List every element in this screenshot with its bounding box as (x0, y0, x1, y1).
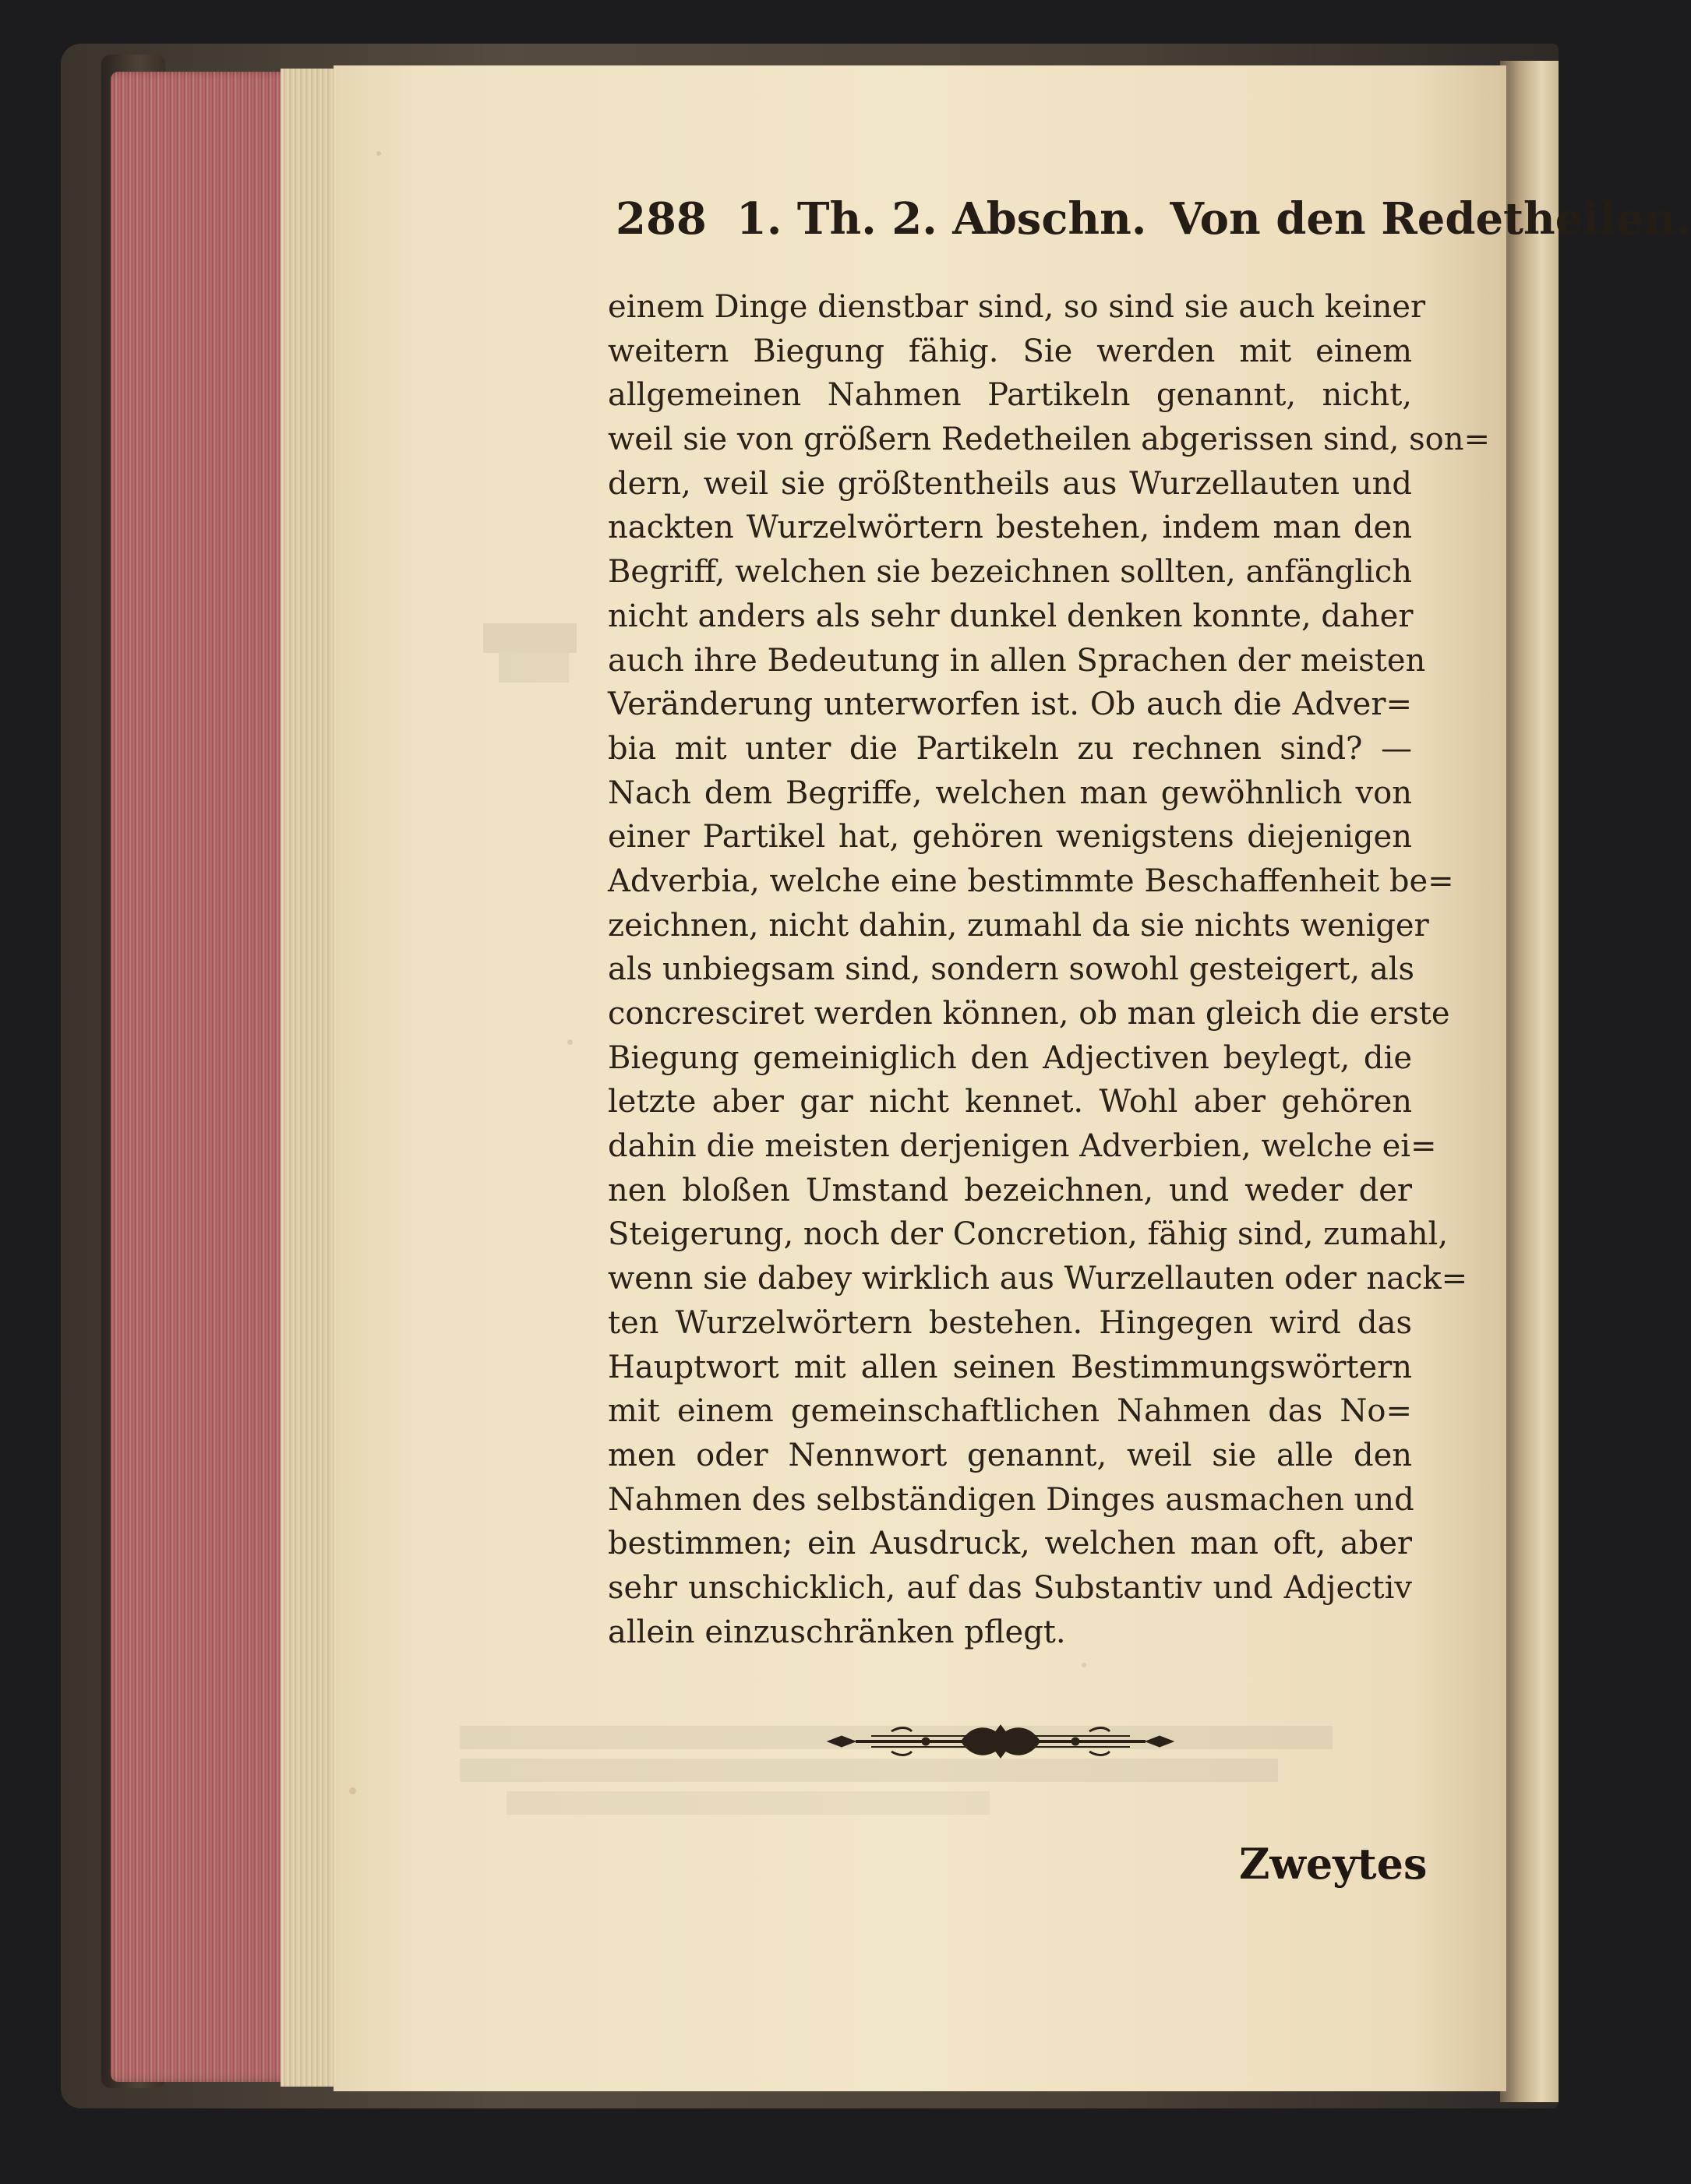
text-line: Begriff, welchen sie bezeichnen sollten, anfänglich (608, 554, 1412, 591)
text-line: weitern Biegung fähig. Sie werden mit einem (608, 333, 1412, 369)
text-line: Nahmen des selbständigen Dinges ausmachen und (608, 1481, 1414, 1518)
text-line: als unbiegsam sind, sondern sowohl gesteigert, als (608, 951, 1415, 988)
text-line: allein einzuschränken pflegt. (608, 1614, 1066, 1650)
text-line: Hauptwort mit allen seinen Bestimmungswörtern (608, 1349, 1412, 1385)
text-line: einem Dinge dienstbar sind, so sind sie auch keiner (608, 289, 1426, 325)
text-line: nackten Wurzelwörtern bestehen, indem man den (608, 510, 1412, 546)
running-title: Von den Redetheilen. (1170, 193, 1691, 245)
text-line: Steigerung, noch der Concretion, fähig sind, zumahl, (608, 1216, 1449, 1253)
text-line: wenn sie dabey wirklich aus Wurzellauten oder nack= (608, 1261, 1468, 1297)
catchword: Zweytes (1239, 1839, 1428, 1889)
bleed-through-text (483, 623, 577, 701)
text-line: bia mit unter die Partikeln zu rechnen sind? — (608, 730, 1412, 767)
text-line: nicht anders als sehr dunkel denken konnte, daher (608, 598, 1414, 634)
paper-speck (567, 1039, 573, 1045)
body-text (608, 285, 1491, 1654)
text-line: ten Wurzelwörtern bestehen. Hingegen wird das (608, 1304, 1412, 1341)
text-line: bestimmen; ein Ausdruck, welchen man oft, aber (608, 1526, 1412, 1562)
text-line: concresciret werden können, ob man gleich die erste (608, 996, 1450, 1032)
text-line: mit einem gemeinschaftlichen Nahmen das No= (608, 1393, 1412, 1430)
ornament-divider (824, 1720, 1177, 1762)
text-line: sehr unschicklich, auf das Substantiv und Adjectiv (608, 1569, 1412, 1606)
book-gutter (1500, 61, 1559, 2102)
text-line: Biegung gemeiniglich den Adjectiven beylegt, die (608, 1039, 1412, 1076)
section-marker: 1. Th. 2. Abschn. (736, 193, 1147, 245)
paper-speck (349, 1787, 356, 1794)
text-line: Nach dem Begriffe, welchen man gewöhnlich von (608, 774, 1412, 811)
text-line: Adverbia, welche eine bestimmte Beschaffenheit be= (608, 863, 1454, 899)
paper-speck (1082, 1663, 1086, 1667)
text-line: letzte aber gar nicht kennet. Wohl aber gehören (608, 1084, 1412, 1120)
text-line: nen bloßen Umstand bezeichnen, und weder der (608, 1172, 1412, 1208)
page-stack (281, 69, 335, 2087)
text-line: dahin die meisten derjenigen Adverbien, welche ei= (608, 1128, 1437, 1165)
text-line: auch ihre Bedeutung in allen Sprachen der meisten (608, 642, 1426, 679)
page-number: 288 (616, 193, 707, 245)
text-line: allgemeinen Nahmen Partikeln genannt, nicht, (608, 377, 1412, 414)
text-line: zeichnen, nicht dahin, zumahl da sie nichts weniger (608, 907, 1429, 944)
running-header (616, 193, 1691, 256)
text-line: Veränderung unterworfen ist. Ob auch die Adver= (608, 686, 1412, 723)
text-line: men oder Nennwort genannt, weil sie alle den (608, 1437, 1412, 1473)
paper-speck (376, 151, 381, 156)
text-line: einer Partikel hat, gehören wenigstens diejenigen (608, 819, 1412, 856)
text-line: dern, weil sie größtentheils aus Wurzellauten und (608, 465, 1412, 502)
text-line: weil sie von größern Redetheilen abgerissen sind, son= (608, 422, 1491, 458)
